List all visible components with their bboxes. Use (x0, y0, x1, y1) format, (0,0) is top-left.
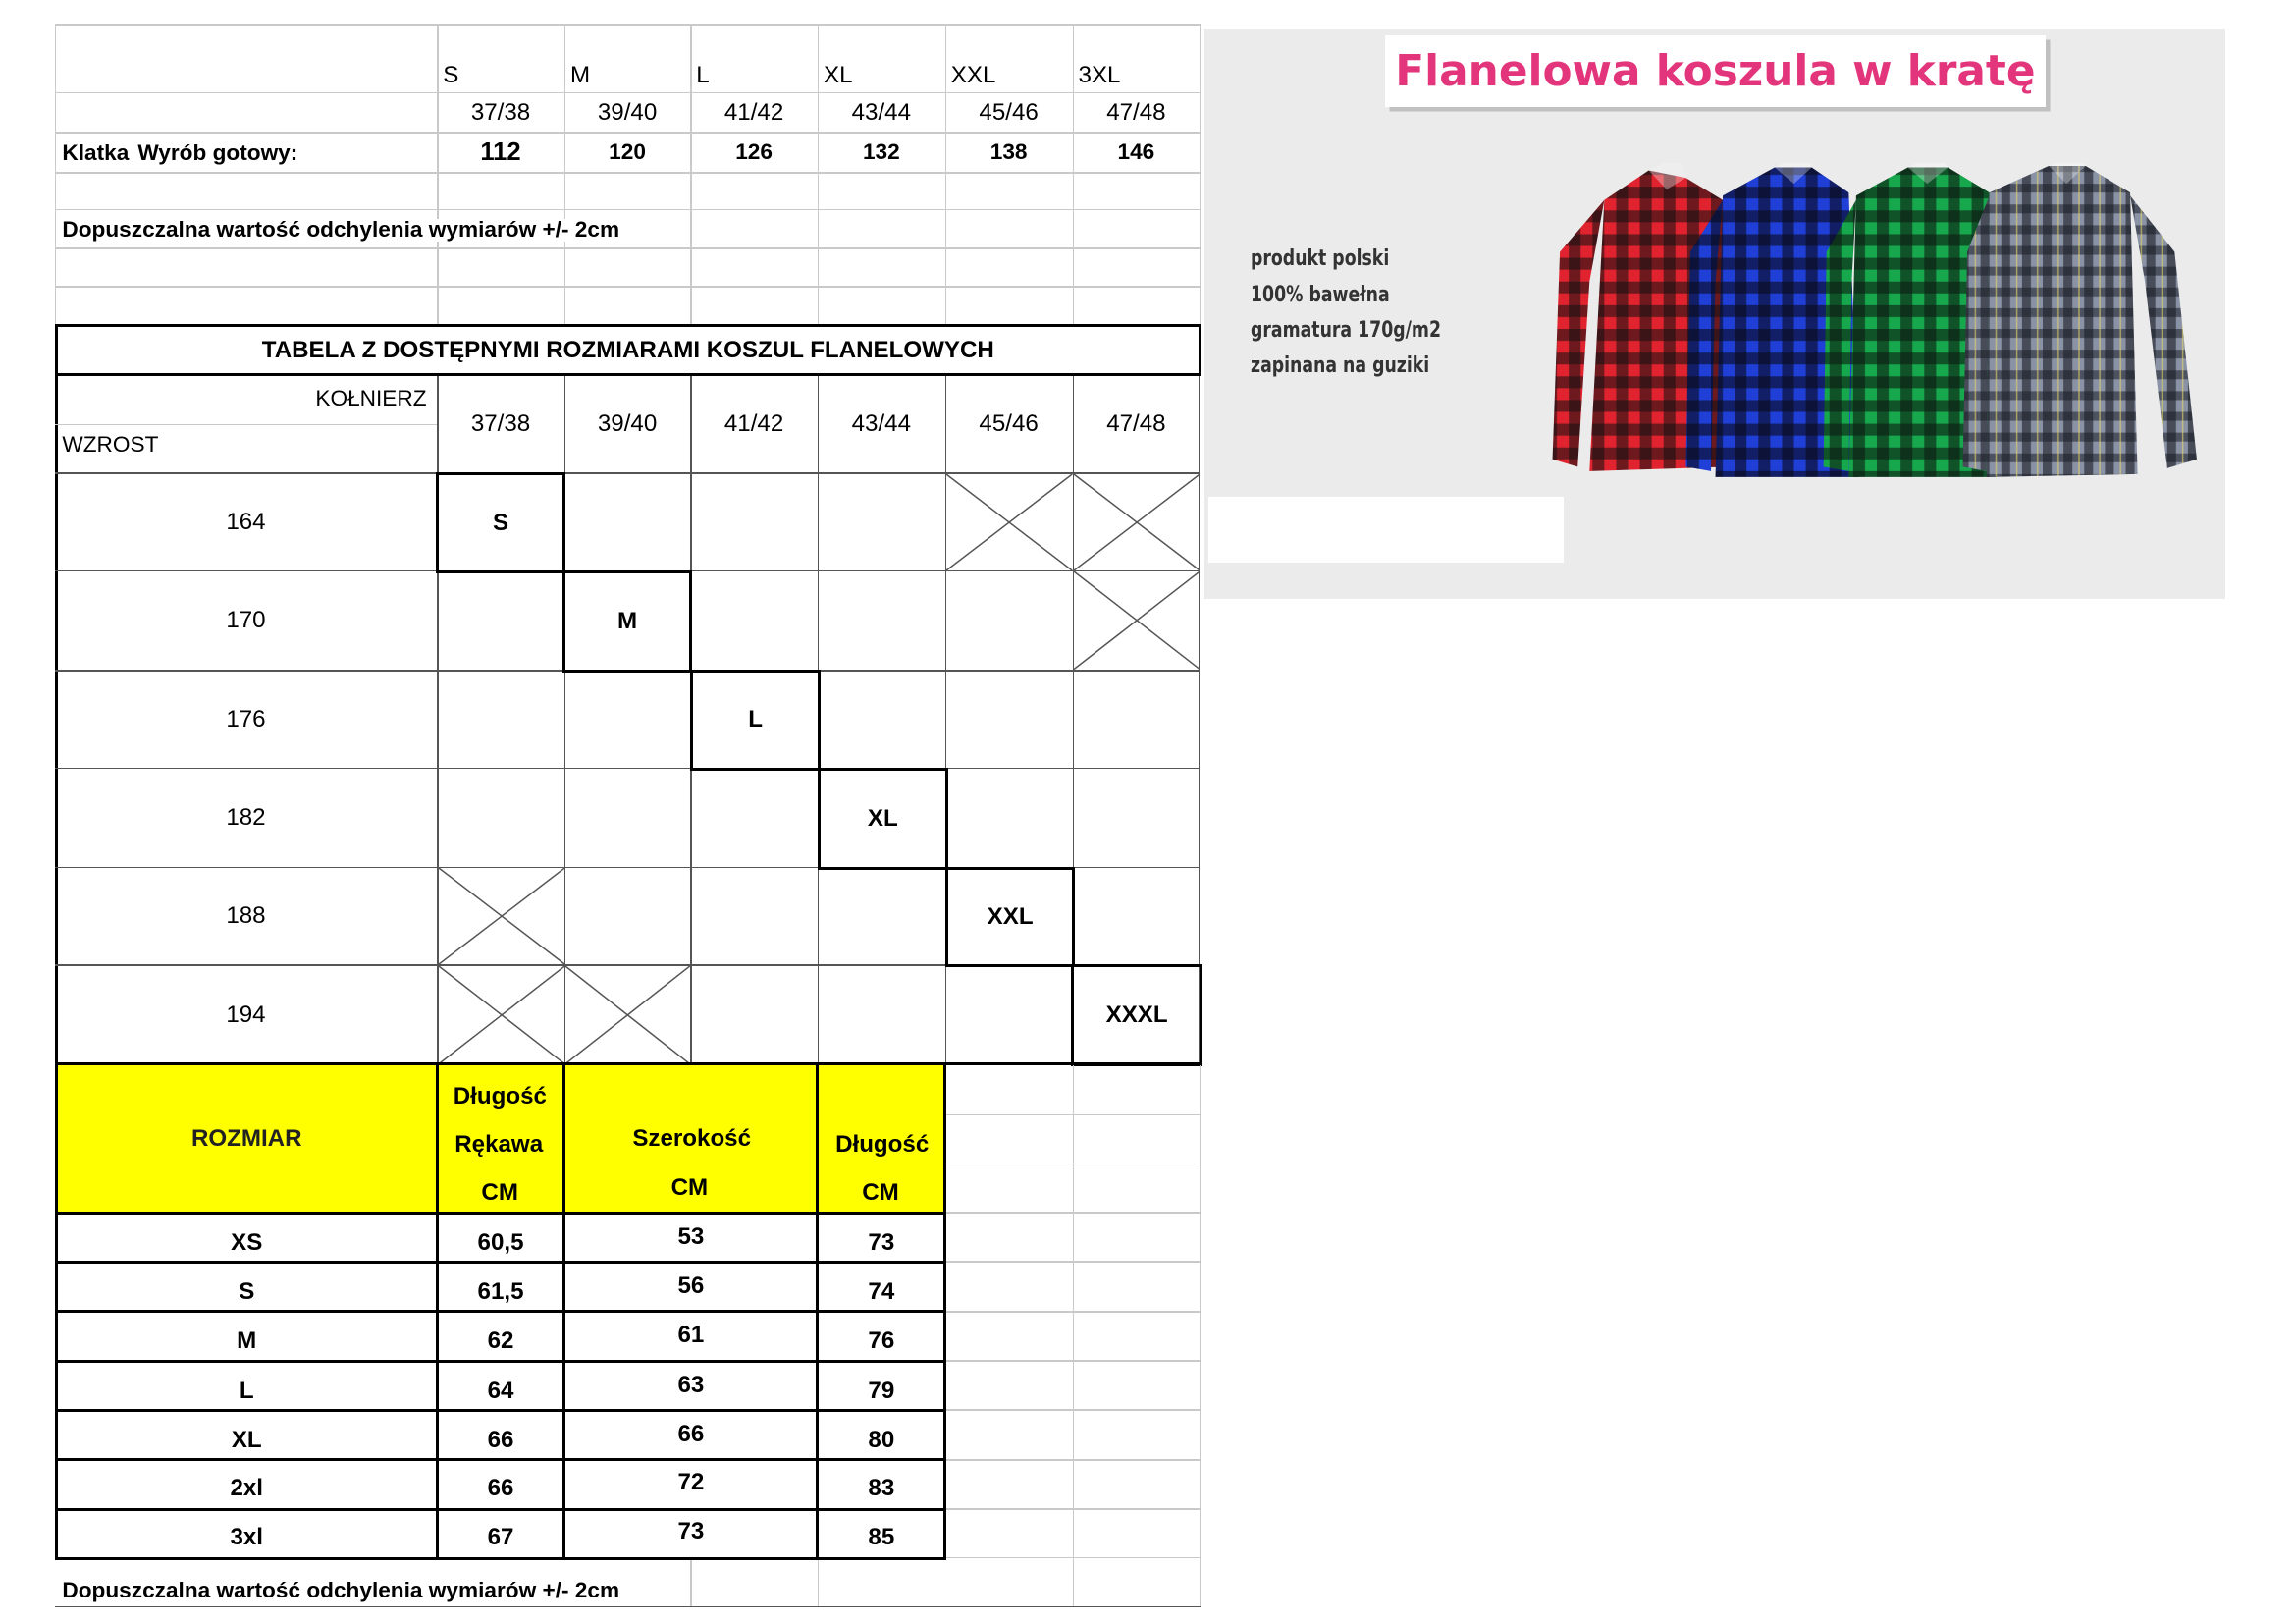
row-sleeve: 66 (487, 1475, 514, 1502)
unavailable-cell (1074, 474, 1200, 570)
row-size: S (239, 1277, 255, 1305)
header-sleeve-line2: Rękawa (454, 1131, 544, 1159)
row-length: 76 (868, 1326, 895, 1354)
collar-header: 43/44 (851, 410, 912, 438)
size-label: S (443, 61, 459, 88)
size-label: XL (824, 61, 853, 88)
chest-value: 120 (609, 139, 646, 165)
product-banner (1204, 29, 2225, 598)
size-cell: M (562, 570, 691, 673)
row-width: 66 (677, 1420, 705, 1447)
collar-header: 47/48 (1106, 410, 1166, 438)
header-width-line1: Szerokość (632, 1125, 752, 1153)
size-cell: S (436, 472, 566, 573)
row-size: M (237, 1326, 257, 1354)
row-width: 73 (677, 1518, 705, 1545)
collar-size: 43/44 (851, 98, 912, 126)
availability-table-title: TABELA Z DOSTĘPNYMI ROZMIARAMI KOSZUL FLANELOWYCH (261, 336, 994, 363)
header-length-line2: CM (862, 1178, 899, 1206)
collar-size: 37/38 (470, 98, 531, 126)
row-width: 63 (677, 1371, 705, 1398)
size-label: 3XL (1078, 61, 1121, 88)
row-width: 53 (677, 1222, 705, 1250)
tolerance-note-bottom: Dopuszczalna wartość odchylenia wymiarów +/- 2cm (62, 1580, 622, 1602)
header-sleeve-line3: CM (481, 1178, 518, 1206)
row-length: 74 (868, 1277, 895, 1305)
row-length: 73 (868, 1228, 895, 1256)
chest-value: 132 (862, 139, 900, 165)
feature-buttons: zapinana na guziki (1250, 352, 1429, 379)
finished-product-label: Wyrób gotowy: (137, 139, 298, 165)
row-length: 85 (868, 1524, 895, 1551)
row-sleeve: 67 (487, 1524, 514, 1551)
collar-axis-label: KOŁNIERZ (315, 386, 427, 411)
row-sleeve: 64 (487, 1377, 514, 1404)
collar-size: 39/40 (597, 98, 658, 126)
row-size: 3xl (230, 1524, 263, 1551)
flannel-shirts-image (1545, 163, 2212, 489)
unavailable-cell (1074, 571, 1200, 670)
collar-header: 41/42 (723, 410, 784, 438)
size-cell: L (690, 670, 821, 771)
size-label: L (696, 61, 710, 88)
banner-title: Flanelowa koszula w kratę (1385, 35, 2046, 106)
row-width: 56 (677, 1272, 705, 1299)
row-width: 61 (677, 1321, 705, 1348)
collar-header: 39/40 (597, 410, 658, 438)
feature-origin: produkt polski (1250, 245, 1389, 272)
row-size: XL (231, 1426, 262, 1453)
chest-value: 138 (989, 139, 1028, 165)
collar-size: 45/46 (979, 98, 1039, 126)
size-label: XXL (950, 61, 996, 88)
size-cell: XL (818, 768, 948, 870)
feature-material: 100% bawełna (1250, 281, 1390, 307)
unavailable-cell (565, 966, 690, 1064)
feature-weight: gramatura 170g/m2 (1250, 316, 1441, 343)
size-cell: XXL (945, 867, 1076, 968)
tolerance-note: Dopuszczalna wartość odchylenia wymiarów +/- 2cm (62, 219, 622, 242)
row-sleeve: 61,5 (477, 1277, 524, 1305)
row-size: L (239, 1377, 254, 1404)
row-sleeve: 66 (487, 1426, 514, 1453)
unavailable-cell (439, 868, 564, 964)
chest-label: Klatka (62, 139, 130, 165)
header-width-line2: CM (670, 1174, 709, 1202)
collar-header: 37/38 (470, 410, 531, 438)
row-size: 2xl (230, 1475, 263, 1502)
header-length-line1: Długość (835, 1131, 930, 1159)
unavailable-cell (439, 966, 564, 1064)
collar-size: 47/48 (1106, 98, 1166, 126)
header-size: ROZMIAR (190, 1124, 302, 1152)
row-length: 79 (868, 1377, 895, 1404)
height-value: 176 (226, 705, 266, 732)
height-value: 194 (226, 1001, 266, 1028)
blank-box (1208, 497, 1564, 564)
header-sleeve-line1: Długość (453, 1082, 547, 1110)
height-value: 170 (226, 607, 266, 634)
collar-header: 45/46 (979, 410, 1039, 438)
unavailable-cell (946, 474, 1072, 570)
row-sleeve: 62 (487, 1326, 514, 1354)
row-sleeve: 60,5 (477, 1228, 524, 1256)
height-value: 164 (226, 508, 266, 535)
chest-value: 146 (1117, 139, 1155, 165)
height-axis-label: WZROST (62, 432, 159, 458)
height-value: 188 (226, 902, 266, 930)
chest-value: 112 (480, 137, 521, 166)
row-length: 80 (868, 1426, 895, 1453)
row-width: 72 (677, 1469, 705, 1496)
chest-value: 126 (735, 139, 773, 165)
size-cell: XXXL (1071, 964, 1202, 1066)
height-value: 182 (226, 803, 266, 831)
row-length: 83 (868, 1475, 895, 1502)
collar-size: 41/42 (723, 98, 784, 126)
size-label: M (569, 61, 591, 88)
row-size: XS (231, 1228, 263, 1256)
